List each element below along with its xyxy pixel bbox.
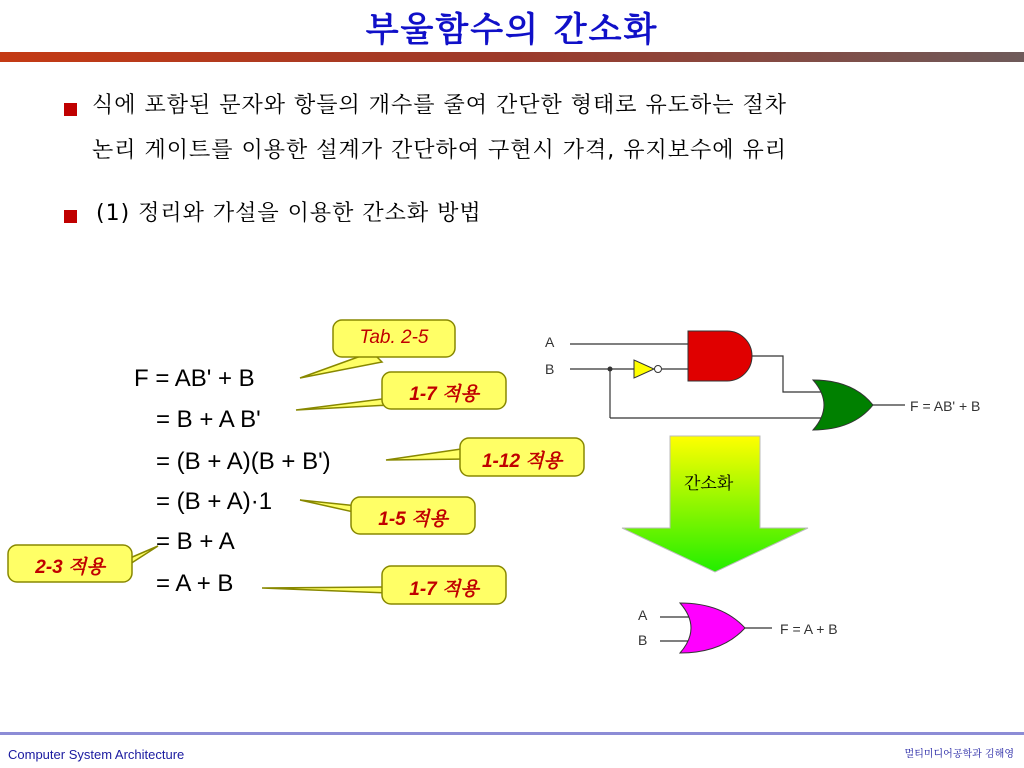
equation-line-6: = A + B (156, 570, 234, 597)
callout-c2-label: 1-12 적용 (481, 451, 562, 472)
callout-c1-label: 1-7 적용 (409, 384, 479, 405)
bullet-1-line-2: 논리 게이트를 이용한 설계가 간단하여 구현시 가격, 유지보수에 유리 (92, 138, 787, 163)
bullet-1-line-1: 식에 포함된 문자와 항들의 개수를 줄여 간단한 형태로 유도하는 절차 (92, 93, 787, 118)
equation-line-5: = B + A (156, 528, 235, 555)
footer-course-title: Computer System Architecture (8, 747, 185, 762)
footer-divider (0, 732, 1024, 735)
top-input-b-label: B (545, 361, 555, 377)
bottom-input-a-label: A (638, 607, 648, 623)
equation-line-2: = B + A B' (156, 406, 261, 433)
page-title: 부울함수의 간소화 (365, 10, 659, 50)
callout-c4-label: 2-3 적용 (35, 557, 105, 578)
top-input-a-label: A (545, 334, 555, 350)
simplified-or-gate (680, 603, 745, 653)
top-output-label: F = AB' + B (910, 398, 981, 414)
equation-line-3: = (B + A)(B + B') (156, 448, 331, 475)
bullet-2-text: (1) 정리와 가설을 이용한 간소화 방법 (96, 201, 482, 226)
equation-line-1: F = AB' + B (134, 365, 255, 392)
simplify-label: 간소화 (684, 474, 734, 494)
callout-c3-label: 1-5 적용 (378, 509, 448, 530)
footer-author: 멀티미디어공학과 김해영 (904, 749, 1014, 760)
bottom-output-label: F = A + B (780, 621, 838, 637)
equation-line-4: = (B + A)·1 (156, 488, 273, 515)
bottom-input-b-label: B (638, 632, 648, 648)
callout-c5-label: 1-7 적용 (409, 579, 479, 600)
callout-tab-label: Tab. 2-5 (359, 327, 429, 348)
